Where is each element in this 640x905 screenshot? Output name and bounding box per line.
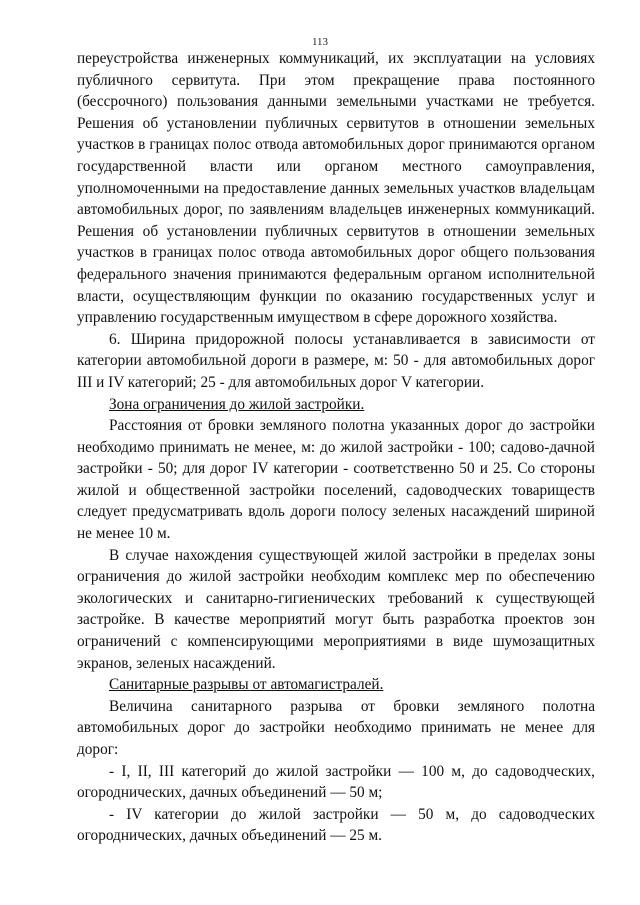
list-item-categories-1-3: - I, II, III категорий до жилой застройки — 100 м, до садоводческих, огороднических, дачных объединений — 50 м; [77,762,595,802]
heading-text-residential-zone: Зона ограничения до жилой застройки. [109,395,365,413]
section-heading-residential-zone [77,394,595,416]
paragraph-roadside-strip-width: 6. Ширина придорожной полосы устанавливается в зависимости от категории автомобильной дороги в размере, м: 50 - для автомобильных дорог III и IV категорий; 25 - для автомобильных дорог V категории. [77,330,595,391]
paragraph-sanitary-gap-intro: Величина санитарного разрыва от бровки земляного полотна автомобильных дорог до застройки необходимо принимать не менее для дорог: [77,697,595,758]
heading-text-sanitary-gaps: Санитарные разрывы от автомагистралей. [109,676,384,694]
page-number: 113 [311,36,329,48]
paragraph-existing-development: В случае нахождения существующей жилой застройки в пределах зоны ограничения до жилой застройки необходим комплекс мер по обеспечению экологических и санитарно-гигиенических требований к существующей застройке. В качестве мероприятий могут быть разработка проектов зон ограничений с компенсирующими мероприятиями в виде шумозащитных экранов, зеленых насаждений. [77,546,595,672]
list-item-category-4: - IV категории до жилой застройки — 50 м, до садоводческих огороднических, дачных объединений — 25 м. [77,805,595,845]
paragraph-distances: Расстояния от бровки земляного полотна указанных дорог до застройки необходимо принимать не менее, м: до жилой застройки - 100; садово-дачной застройки - 50; для дорог IV категории - соответственно 50 и 25. Со стороны жилой и общественной застройки поселений, садоводческих товариществ следует предусматривать вдоль дороги полосу зеленых насаждений шириной не менее 10 м. [77,417,595,543]
document-body [77,48,595,847]
paragraph-servitude-continuation: переустройства инженерных коммуникаций, их эксплуатации на условиях публичного сервитута. При этом прекращение права постоянного (бессрочного) пользования данными земельными участками не требуется. Решения об установлении публичных сервитутов в отношении земельных участков в границах полос отвода автомобильных дорог принимаются органом государственной власти или органом местного самоуправления, уполномоченными на предоставление данных земельных участков владельцам автомобильных дорог, по заявлениям владельцев инженерных коммуникаций. Решения об установлении публичных сервитутов в отношении земельных участков в границах полос отвода автомобильных дорог общего пользования федерального значения принимаются федеральным органом исполнительной власти, осуществляющим функции по оказанию государственных услуг и управлению государственным имуществом в сфере дорожного хозяйства. [77,50,595,327]
section-heading-sanitary-gaps [77,674,595,696]
